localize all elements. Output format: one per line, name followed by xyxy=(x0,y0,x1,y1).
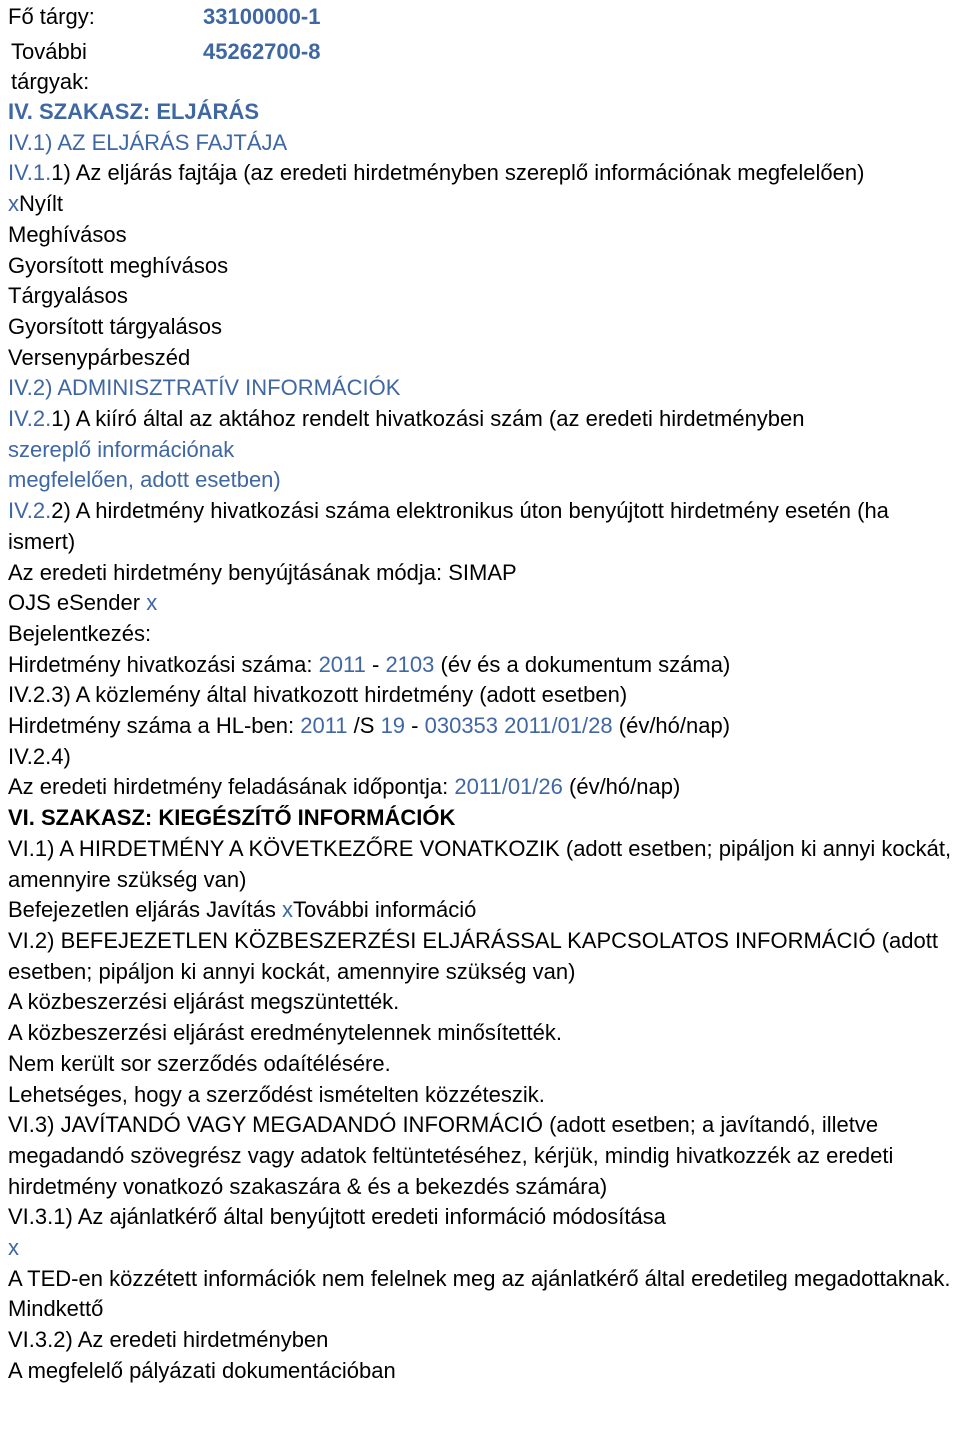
procedure-option-restricted: Meghívásos xyxy=(8,221,127,247)
section-iv-2-4-heading: IV.2.4) xyxy=(8,743,71,769)
location-option-tender-docs: A megfelelő pályázati dokumentációban xyxy=(8,1357,396,1383)
other-subjects-label-line-1: További xyxy=(11,39,87,64)
procedure-option-open: xNyílt xyxy=(8,191,63,217)
section-vi-title: VI. SZAKASZ: KIEGÉSZÍTŐ INFORMÁCIÓK xyxy=(8,805,456,831)
section-vi-3-2-heading: VI.3.2) Az eredeti hirdetményben xyxy=(8,1327,329,1353)
section-iv-2-3-heading: IV.2.3) A közlemény által hivatkozott hirdetmény (adott esetben) xyxy=(8,682,628,708)
ojs-esender: OJS eSender x xyxy=(8,590,158,616)
selected-mark: x xyxy=(8,191,19,217)
selected-mark: x xyxy=(146,590,158,616)
section-iv-title: IV. SZAKASZ: ELJÁRÁS xyxy=(8,99,260,124)
section-vi-3-1-heading: VI.3.1) Az ajánlatkérő által benyújtott eredeti információ módosítása xyxy=(8,1204,666,1230)
section-vi-1-heading: VI.1) A HIRDETMÉNY A KÖVETKEZŐRE VONATKOZIK (adott esetben; pipáljon ki annyi kockát, amennyire szükség van) xyxy=(8,835,952,892)
section-vi-3-heading: VI.3) JAVÍTANDÓ VAGY MEGADANDÓ INFORMÁCIÓ (adott esetben; a javítandó, illetve megadandó szövegrész vagy adatok feltüntetéséhez, kérjük, mindig hivatkozzék az eredeti hirdetmény vonatkozó szakaszára & és a bekezdés számára) xyxy=(8,1112,894,1199)
incomplete-option-republish: Lehetséges, hogy a szerződést ismételten közzéteszik. xyxy=(8,1081,545,1107)
main-subject-row xyxy=(8,0,958,34)
procedure-option-competitive-dialogue: Versenypárbeszéd xyxy=(8,344,191,370)
section-vi-1-options: Befejezetlen eljárás Javítás xTovábbi információ xyxy=(8,897,477,923)
login-label: Bejelentkezés: xyxy=(8,620,152,646)
incomplete-option-discontinued: A közbeszerzési eljárást megszüntették. xyxy=(8,989,400,1015)
section-iv-1-1-heading: IV.1.1) Az eljárás fajtája (az eredeti hirdetményben szereplő információnak megfelelően) xyxy=(8,160,865,186)
incomplete-option-not-awarded: Nem került sor szerződés odaítélésére. xyxy=(8,1050,391,1076)
other-subjects-code: 45262700-8 xyxy=(203,39,321,64)
main-subject-label: Fő tárgy: xyxy=(8,4,95,29)
selected-mark: x xyxy=(281,897,293,923)
selected-mark: x xyxy=(8,1235,19,1261)
notice-body xyxy=(8,97,958,1387)
main-subject-code: 33100000-1 xyxy=(203,4,321,29)
other-subjects-label-line-2: tárgyak: xyxy=(11,69,90,94)
procedure-option-accelerated-restricted: Gyorsított meghívásos xyxy=(8,252,229,278)
modification-option-both: Mindkettő xyxy=(8,1296,104,1322)
modification-option-ted-mismatch: A TED-en közzétett információk nem felelnek meg az ajánlatkérő által eredetileg megadottaknak. xyxy=(8,1265,951,1291)
original-dispatch-date: Az eredeti hirdetmény feladásának időpontja: 2011/01/26 (év/hó/nap) xyxy=(8,774,681,800)
section-iv-2-1-heading: IV.2.1) A kiíró által az aktához rendelt hivatkozási szám (az eredeti hirdetményben szereplő információnak xyxy=(8,406,805,462)
notice-page xyxy=(8,0,958,1387)
section-iv-2-heading: IV.2) ADMINISZTRATÍV INFORMÁCIÓK xyxy=(8,375,401,401)
section-vi-2-heading: VI.2) BEFEJEZETLEN KÖZBESZERZÉSI ELJÁRÁSSAL KAPCSOLATOS INFORMÁCIÓ (adott esetben; pipáljon ki annyi kockát, amennyire szükség van) xyxy=(8,927,938,984)
procedure-option-negotiated: Tárgyalásos xyxy=(8,283,128,309)
section-iv-2-2-heading: IV.2.2) A hirdetmény hivatkozási száma elektronikus úton benyújtott hirdetmény esetén (ha ismert) xyxy=(8,498,889,554)
section-iv-2-1-tail: megfelelően, adott esetben) xyxy=(8,467,281,493)
submission-mode: Az eredeti hirdetmény benyújtásának módja: SIMAP xyxy=(8,559,517,585)
notice-reference-number: Hirdetmény hivatkozási száma: 2011 - 2103 (év és a dokumentum száma) xyxy=(8,651,731,677)
section-iv-1-heading: IV.1) AZ ELJÁRÁS FAJTÁJA xyxy=(8,129,288,155)
other-subjects-label xyxy=(8,37,203,97)
incomplete-option-unsuccessful: A közbeszerzési eljárást eredménytelennek minősítették. xyxy=(8,1020,562,1046)
oj-notice-number: Hirdetmény száma a HL-ben: 2011 /S 19 - 030353 2011/01/28 (év/hó/nap) xyxy=(8,713,731,739)
procedure-option-accelerated-negotiated: Gyorsított tárgyalásos xyxy=(8,313,222,339)
other-subjects-row xyxy=(8,37,958,97)
